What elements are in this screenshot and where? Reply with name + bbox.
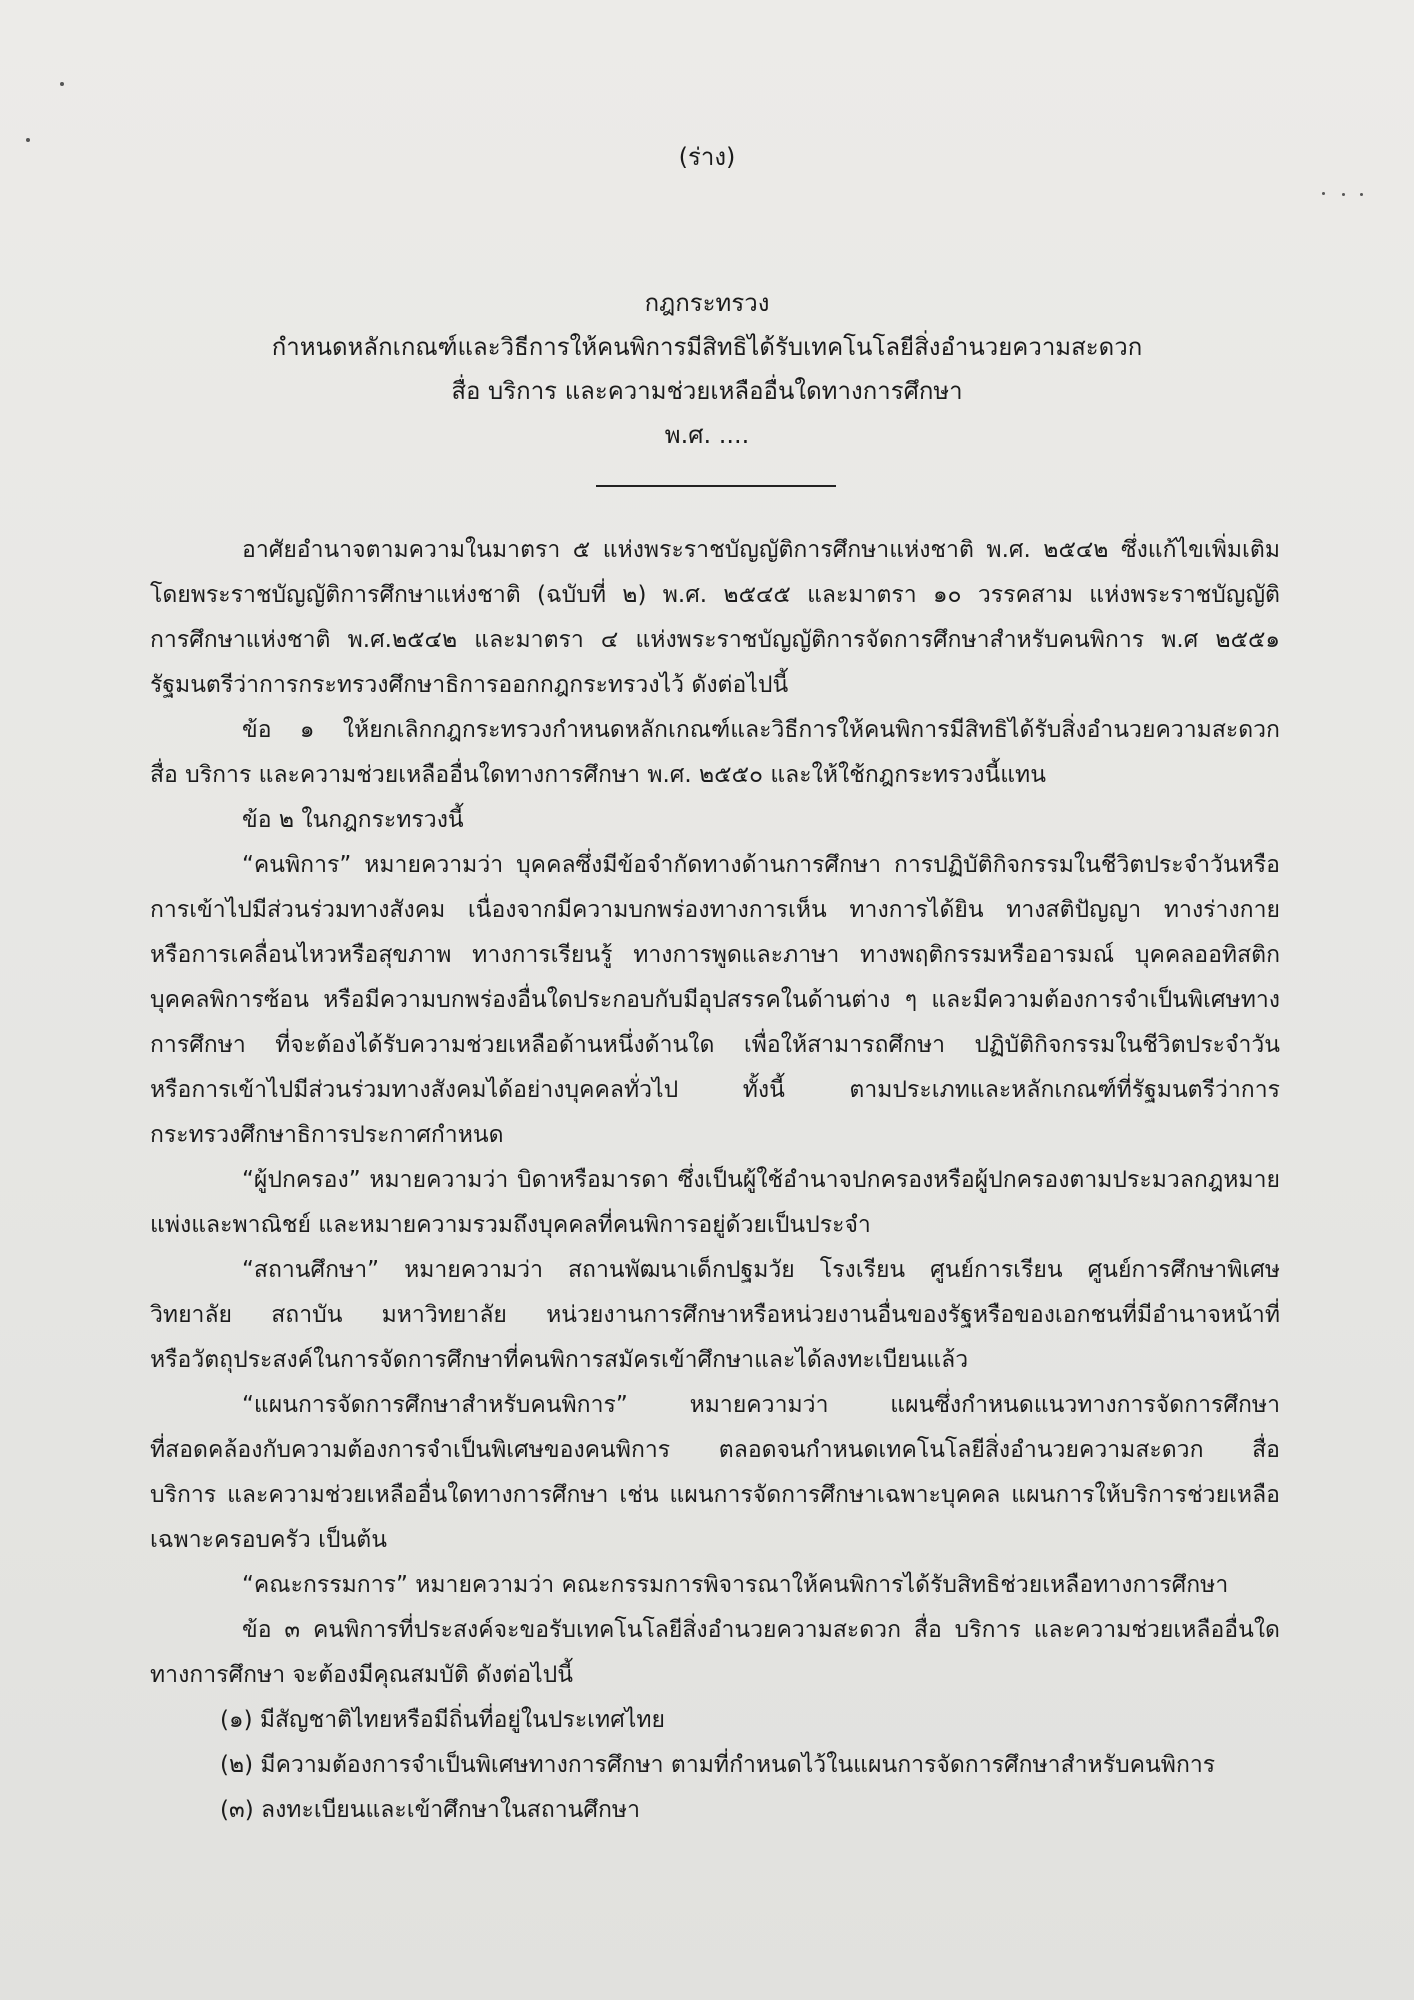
body-line: กระทรวงศึกษาธิการประกาศกำหนด bbox=[150, 1122, 504, 1148]
scan-speck bbox=[60, 82, 64, 86]
body-line: หรือการเข้าไปมีส่วนร่วมทางสังคมได้อย่างบุคคลทั่วไป ทั้งนี้ ตามประเภทและหลักเกณฑ์ที่รัฐมนตรีว่าการ bbox=[150, 1077, 1280, 1103]
body-line: หรือวัตถุประสงค์ในการจัดการศึกษาที่คนพิการสมัครเข้าศึกษาและได้ลงทะเบียนแล้ว bbox=[150, 1347, 969, 1373]
body-line: บริการ และความช่วยเหลืออื่นใดทางการศึกษา เช่น แผนการจัดการศึกษาเฉพาะบุคคล แผนการให้บริการช่วยเหลือ bbox=[150, 1482, 1280, 1508]
title-line-subject-cont: สื่อ บริการ และความช่วยเหลืออื่นใดทางการศึกษา bbox=[451, 377, 963, 405]
body-line: “คณะกรรมการ” หมายความว่า คณะกรรมการพิจารณาให้คนพิการได้รับสิทธิช่วยเหลือทางการศึกษา bbox=[242, 1572, 1229, 1598]
body-line: “ผู้ปกครอง” หมายความว่า บิดาหรือมารดา ซึ่งเป็นผู้ใช้อำนาจปกครองหรือผู้ปกครองตามประมวลกฎหมาย bbox=[242, 1167, 1280, 1193]
body-line: ที่สอดคล้องกับความต้องการจำเป็นพิเศษของคนพิการ ตลอดจนกำหนดเทคโนโลยีสิ่งอำนวยความสะดวก สื่อ bbox=[150, 1437, 1280, 1463]
draft-label: (ร่าง) bbox=[678, 143, 736, 171]
body-line: “สถานศึกษา” หมายความว่า สถานพัฒนาเด็กปฐมวัย โรงเรียน ศูนย์การเรียน ศูนย์การศึกษาพิเศษ bbox=[242, 1257, 1280, 1283]
body-line: วิทยาลัย สถาบัน มหาวิทยาลัย หน่วยงานการศึกษาหรือหน่วยงานอื่นของรัฐหรือของเอกชนที่มีอำนาจหน้าที่ bbox=[150, 1302, 1280, 1328]
body-line: ข้อ ๒ ในกฎกระทรวงนี้ bbox=[242, 807, 464, 833]
document-title bbox=[0, 281, 1414, 457]
body-line: ทางการศึกษา จะต้องมีคุณสมบัติ ดังต่อไปนี้ bbox=[150, 1662, 573, 1688]
title-line-subject: กำหนดหลักเกณฑ์และวิธีการให้คนพิการมีสิทธิได้รับเทคโนโลยีสิ่งอำนวยความสะดวก bbox=[271, 333, 1143, 361]
title-divider bbox=[596, 485, 836, 487]
scan-speck bbox=[1322, 192, 1325, 195]
body-line: บุคคลพิการซ้อน หรือมีความบกพร่องอื่นใดประกอบกับมีอุปสรรคในด้านต่าง ๆ และมีความต้องการจำเป็นพิเศษทาง bbox=[150, 987, 1280, 1013]
body-line: ข้อ ๑ ให้ยกเลิกกฎกระทรวงกำหนดหลักเกณฑ์และวิธีการให้คนพิการมีสิทธิได้รับสิ่งอำนวยความสะดวก bbox=[242, 717, 1280, 743]
body-line: การศึกษาแห่งชาติ พ.ศ.๒๕๔๒ และมาตรา ๔ แห่งพระราชบัญญัติการจัดการศึกษาสำหรับคนพิการ พ.ศ ๒๕๕๑ bbox=[150, 627, 1280, 653]
body-line: การเข้าไปมีส่วนร่วมทางสังคม เนื่องจากมีความบกพร่องทางการเห็น ทางการได้ยิน ทางสติปัญญา ทางร่างกาย bbox=[150, 897, 1280, 923]
body-line: หรือการเคลื่อนไหวหรือสุขภาพ ทางการเรียนรู้ ทางการพูดและภาษา ทางพฤติกรรมหรืออารมณ์ บุคคลออทิสติก bbox=[150, 942, 1280, 968]
body-line: ข้อ ๓ คนพิการที่ประสงค์จะขอรับเทคโนโลยีสิ่งอำนวยความสะดวก สื่อ บริการ และความช่วยเหลืออื่นใด bbox=[242, 1617, 1280, 1643]
body-line: (๓) ลงทะเบียนและเข้าศึกษาในสถานศึกษา bbox=[220, 1797, 641, 1823]
document-body bbox=[150, 528, 1280, 1833]
body-line: (๑) มีสัญชาติไทยหรือมีถิ่นที่อยู่ในประเทศไทย bbox=[220, 1707, 665, 1733]
body-line: การศึกษา ที่จะต้องได้รับความช่วยเหลือด้านหนึ่งด้านใด เพื่อให้สามารถศึกษา ปฏิบัติกิจกรรมในชีวิตประจำวัน bbox=[150, 1032, 1280, 1058]
title-line-regulation: กฎกระทรวง bbox=[644, 289, 770, 317]
body-line: “คนพิการ” หมายความว่า บุคคลซึ่งมีข้อจำกัดทางด้านการศึกษา การปฏิบัติกิจกรรมในชีวิตประจำวันหรือ bbox=[242, 852, 1280, 878]
body-line: เฉพาะครอบครัว เป็นต้น bbox=[150, 1527, 387, 1553]
body-line: โดยพระราชบัญญัติการศึกษาแห่งชาติ (ฉบับที่ ๒) พ.ศ. ๒๕๔๕ และมาตรา ๑๐ วรรคสาม แห่งพระราชบัญญัติ bbox=[150, 582, 1280, 608]
title-line-year: พ.ศ. .... bbox=[664, 421, 750, 449]
body-line: รัฐมนตรีว่าการกระทรวงศึกษาธิการออกกฎกระทรวงไว้ ดังต่อไปนี้ bbox=[150, 672, 789, 698]
body-line: แพ่งและพาณิชย์ และหมายความรวมถึงบุคคลที่คนพิการอยู่ด้วยเป็นประจำ bbox=[150, 1212, 871, 1238]
scan-speck bbox=[1360, 193, 1363, 196]
body-line: (๒) มีความต้องการจำเป็นพิเศษทางการศึกษา ตามที่กำหนดไว้ในแผนการจัดการศึกษาสำหรับคนพิการ bbox=[220, 1752, 1216, 1778]
body-line: สื่อ บริการ และความช่วยเหลืออื่นใดทางการศึกษา พ.ศ. ๒๕๕๐ และให้ใช้กฎกระทรวงนี้แทน bbox=[150, 762, 1046, 788]
scan-speck bbox=[1342, 193, 1345, 196]
body-line: “แผนการจัดการศึกษาสำหรับคนพิการ” หมายความว่า แผนซึ่งกำหนดแนวทางการจัดการศึกษา bbox=[242, 1392, 1280, 1418]
body-line: อาศัยอำนาจตามความในมาตรา ๕ แห่งพระราชบัญญัติการศึกษาแห่งชาติ พ.ศ. ๒๕๔๒ ซึ่งแก้ไขเพิ่มเติม bbox=[242, 537, 1280, 563]
